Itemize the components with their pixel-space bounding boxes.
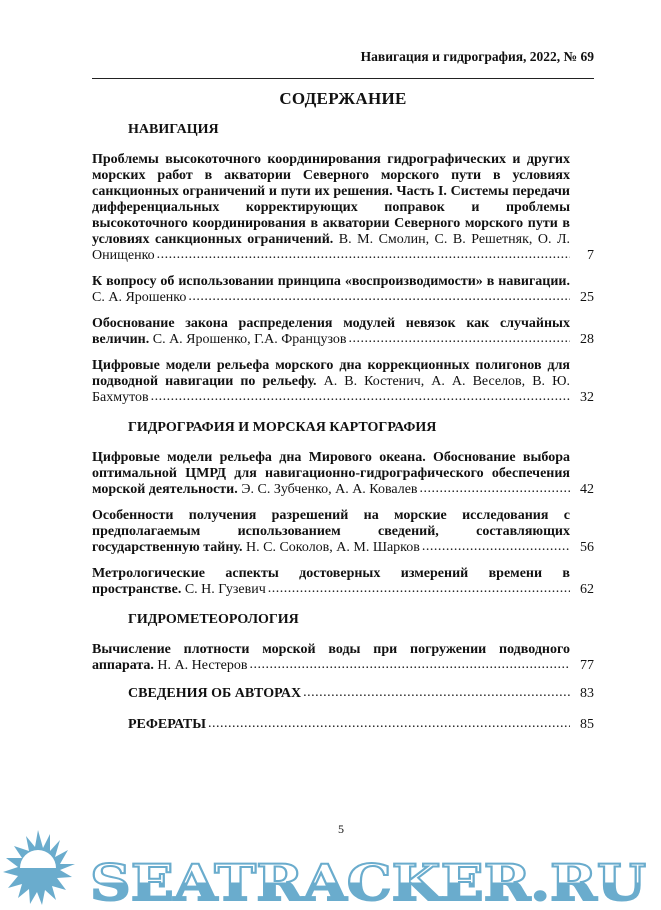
entry-page: 85 — [580, 717, 594, 732]
seatracker-watermark — [0, 820, 661, 910]
entry-authors: А. В. Костенич, А. А. Веселов, В. Ю. Бахмутов — [92, 374, 570, 405]
page-number: 5 — [338, 822, 344, 836]
entry-title: Цифровые модели рельефа дна Мирового океана. Обоснование выбора оптимальной ЦМРД для навигационно-гидрографического обеспечения морской деятельности. — [92, 450, 570, 497]
entry-page: 62 — [580, 582, 594, 597]
entry-authors: Н. С. Соколов, А. М. Шарков — [246, 540, 420, 555]
section-heading-hydrography: ГИДРОГРАФИЯ И МОРСКАЯ КАРТОГРАФИЯ — [128, 420, 437, 435]
entry-authors: С. А. Ярошенко — [92, 290, 187, 305]
entry-title: Проблемы высокоточного координирования гидрографических и других морских работ в акватории Северного морского пути в условиях санкционных ограничений и пути их решения. Часть I. Системы передачи дифференциальных корректирующих поправок и проблемы высокоточного координирования в акватории Северного морского пути в условиях санкционных ограничений. — [92, 152, 570, 247]
toc-entry[interactable] — [92, 642, 594, 674]
entry-title: Вычисление плотности морской воды при погружении подводного аппарата. — [92, 642, 570, 673]
entry-authors: Э. С. Зубченко, А. А. Ковалев — [241, 482, 418, 497]
entry-page: 42 — [580, 482, 594, 497]
entry-authors: С. Н. Гузевич — [184, 582, 266, 597]
section-heading-navigation: НАВИГАЦИЯ — [128, 122, 219, 137]
toc-entry[interactable] — [92, 508, 594, 556]
entry-title: Особенности получения разрешений на морские исследования с предполагаемым использованием сведений, составляющих государственную тайну. — [92, 508, 570, 555]
entry-page: 32 — [580, 390, 594, 405]
toc-entry[interactable] — [92, 274, 594, 306]
toc-entry-abstracts[interactable] — [128, 717, 594, 733]
entry-authors: В. М. Смолин, С. В. Решетняк, О. Л. Онищенко — [92, 232, 570, 263]
header-rule — [92, 78, 594, 79]
entry-authors: Н. А. Нестеров — [157, 658, 248, 673]
entry-title: К вопросу об использовании принципа «воспроизводимости» в навигации. — [92, 274, 570, 289]
toc-entry[interactable] — [92, 566, 594, 598]
entry-page: 56 — [580, 540, 594, 555]
table-of-contents — [92, 122, 594, 733]
entry-page: 28 — [580, 332, 594, 347]
toc-entry[interactable] — [92, 316, 594, 348]
entry-page: 83 — [580, 686, 594, 701]
journal-header: Навигация и гидрография, 2022, № 69 — [360, 49, 594, 64]
toc-entry[interactable] — [92, 152, 594, 264]
entry-page: 77 — [580, 658, 594, 673]
entry-page: 7 — [587, 248, 594, 263]
entry-page: 25 — [580, 290, 594, 305]
section-heading-hydrometeorology: ГИДРОМЕТЕОРОЛОГИЯ — [128, 612, 299, 627]
watermark-text: SEATRACKER.RU — [90, 853, 646, 910]
entry-title: Метрологические аспекты достоверных измерений времени в пространстве. — [92, 566, 570, 597]
entry-title: РЕФЕРАТЫ — [128, 717, 206, 732]
page-title: СОДЕРЖАНИЕ — [279, 89, 407, 108]
toc-entry[interactable] — [92, 358, 594, 406]
entry-title: Цифровые модели рельефа морского дна коррекционных полигонов для подводной навигации по рельефу. — [92, 358, 570, 389]
toc-entry[interactable] — [92, 450, 594, 498]
entry-title: Обоснование закона распределения модулей невязок как случайных величин. — [92, 316, 570, 347]
toc-entry-authors-info[interactable] — [128, 686, 594, 702]
entry-authors: С. А. Ярошенко, Г.А. Французов — [152, 332, 347, 347]
entry-title: СВЕДЕНИЯ ОБ АВТОРАХ — [128, 686, 302, 701]
sun-logo-icon — [3, 830, 75, 905]
